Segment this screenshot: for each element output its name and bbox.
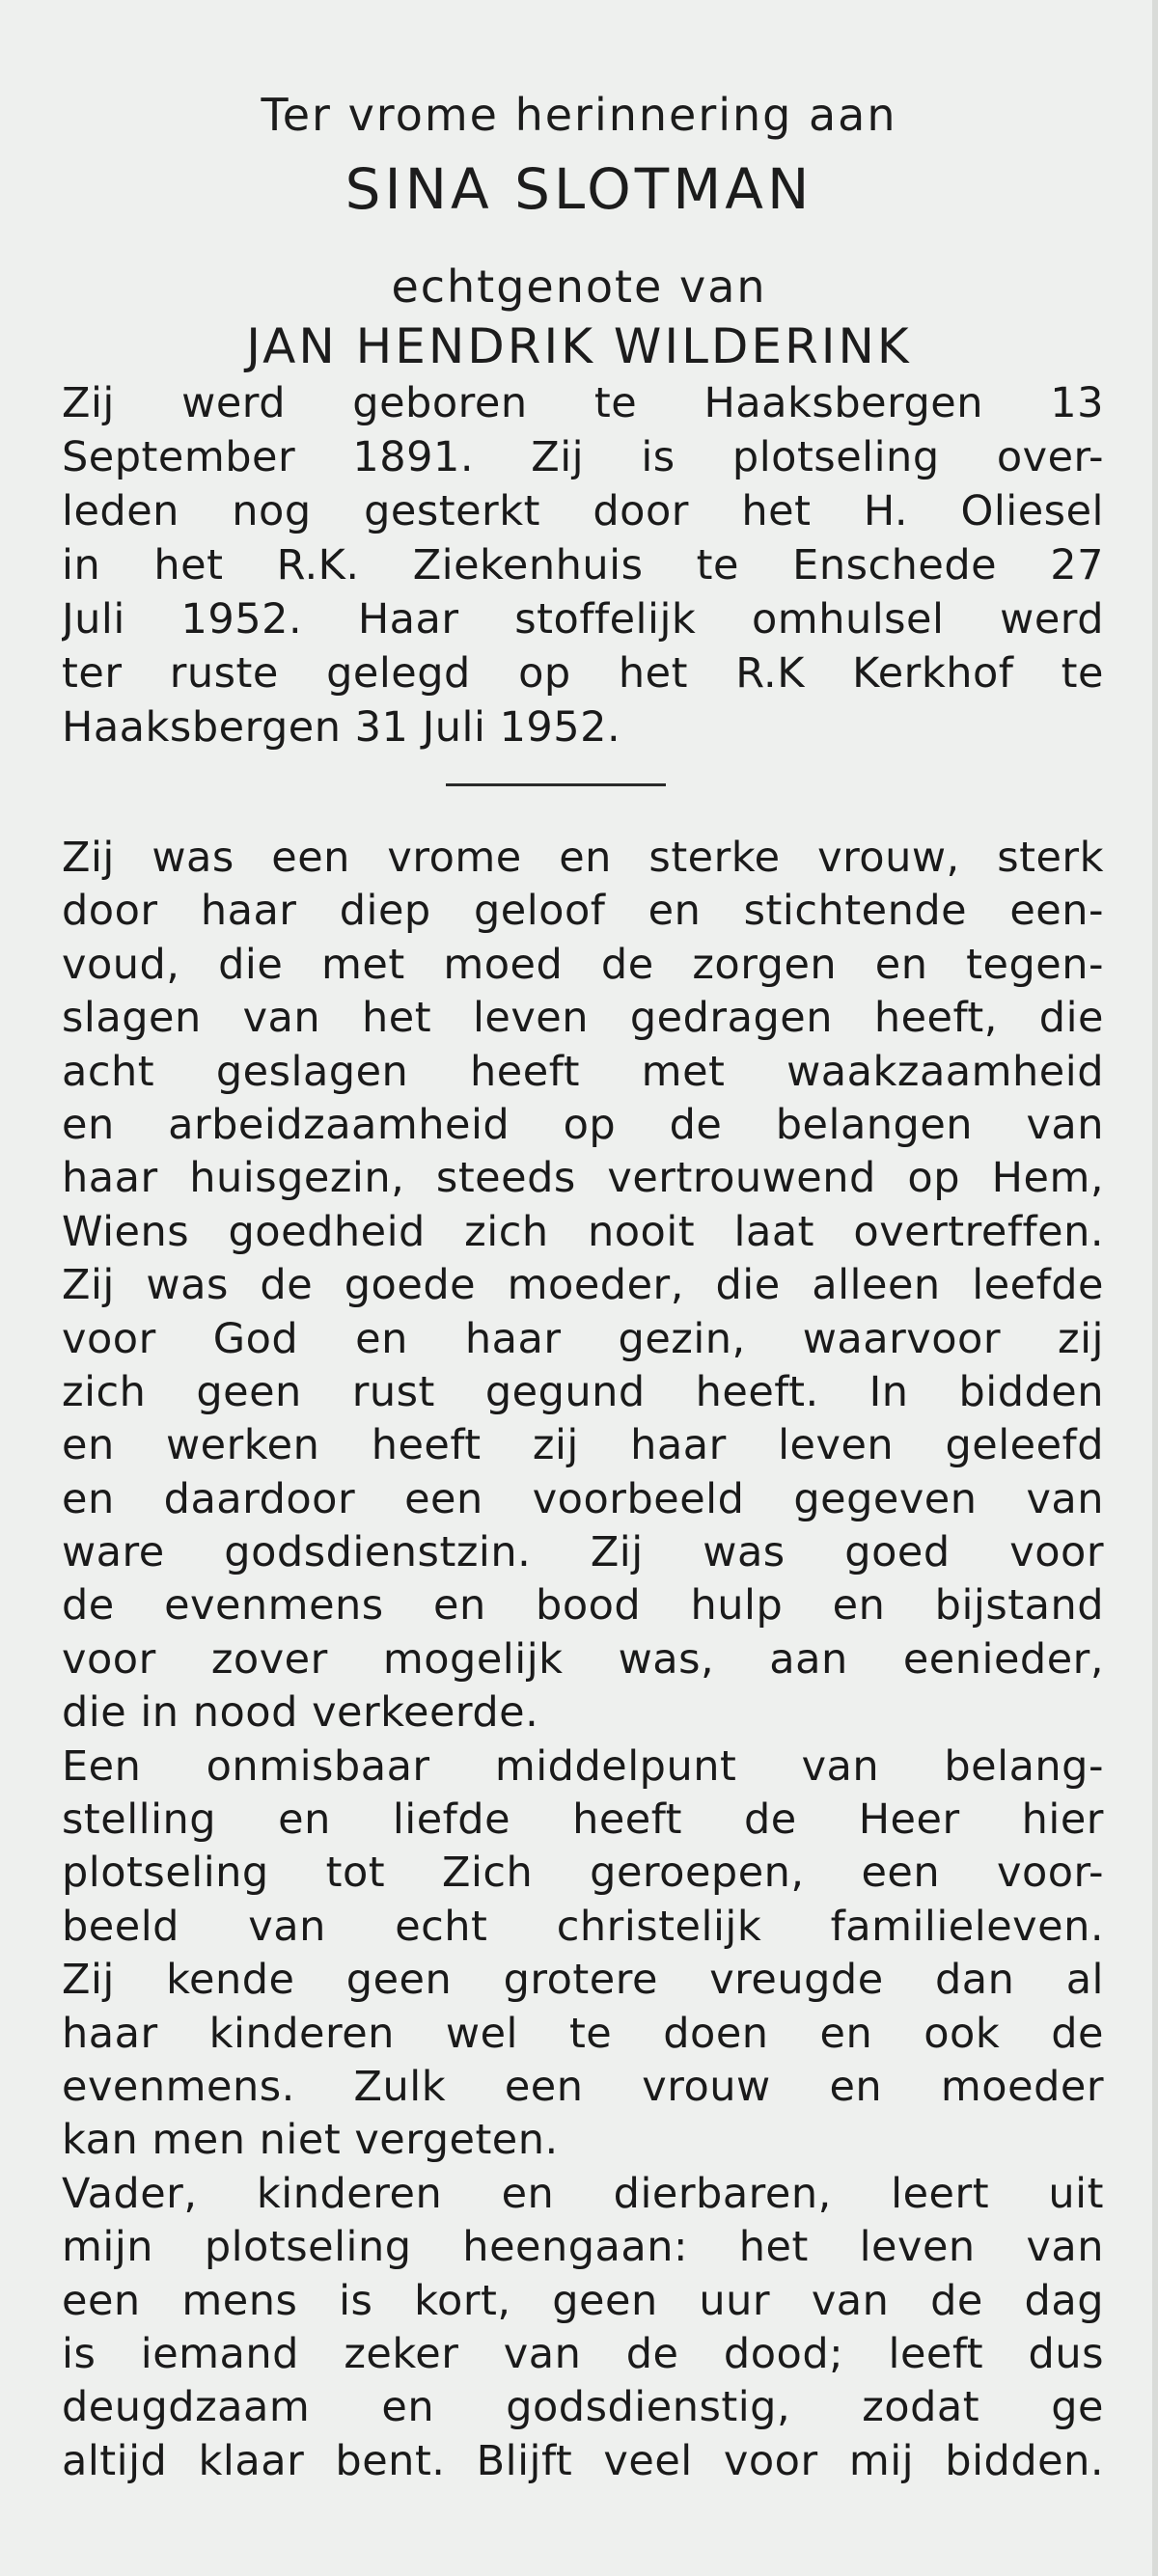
text-line: voor zover mogelijk was, aan eenieder, xyxy=(62,1634,1104,1684)
text-line: en daardoor een voorbeeld gegeven van xyxy=(62,1474,1104,1523)
text-line: voud, die met moed de zorgen en tegen- xyxy=(62,940,1104,989)
text-line: haar huisgezin, steeds vertrouwend op Hem, xyxy=(62,1154,1104,1203)
text-line: haar kinderen wel te doen en ook de xyxy=(62,2009,1104,2058)
intro-line: Ter vrome herinnering aan xyxy=(261,89,897,141)
spouse-intro-line: echtgenote van xyxy=(391,260,767,313)
text-line: ware godsdienstzin. Zij was goed voor xyxy=(62,1528,1104,1577)
text-line: de evenmens en bood hulp en bijstand xyxy=(62,1581,1104,1631)
text-line: September 1891. Zij is plotseling over- xyxy=(62,433,1104,481)
text-line: en werken heeft zij haar leven geleefd xyxy=(62,1421,1104,1470)
text-line: kan men niet vergeten. xyxy=(62,2116,559,2165)
text-line: Wiens goedheid zich nooit laat overtreffen. xyxy=(62,1207,1104,1256)
text-line: slagen van het leven gedragen heeft, die xyxy=(62,994,1104,1043)
text-line: Zij werd geboren te Haaksbergen 13 xyxy=(62,379,1104,427)
text-line: ter ruste gelegd op het R.K Kerkhof te xyxy=(62,649,1104,698)
text-line: evenmens. Zulk een vrouw en moeder xyxy=(62,2062,1104,2111)
text-line: die in nood verkeerde. xyxy=(62,1688,539,1738)
text-line: Zij was een vrome en sterke vrouw, sterk xyxy=(62,834,1104,882)
text-line: Zij kende geen grotere vreugde dan al xyxy=(62,1956,1104,2005)
text-line: altijd klaar bent. Blijft veel voor mij bidden. xyxy=(62,2436,1104,2485)
text-line: leden nog gesterkt door het H. Oliesel xyxy=(62,487,1104,535)
text-line: zich geen rust gegund heeft. In bidden xyxy=(62,1367,1104,1416)
text-line: een mens is kort, geen uur van de dag xyxy=(62,2276,1104,2325)
text-line: Zij was de goede moeder, die alleen leefde xyxy=(62,1261,1104,1310)
spouse-name: JAN HENDRIK WILDERINK xyxy=(246,318,912,374)
text-line: acht geslagen heeft met waakzaamheid xyxy=(62,1047,1104,1096)
text-line: in het R.K. Ziekenhuis te Enschede 27 xyxy=(62,541,1104,589)
text-line: Een onmisbaar middelpunt van belang- xyxy=(62,1741,1104,1791)
text-line: Juli 1952. Haar stoffelijk omhulsel werd xyxy=(62,595,1104,644)
divider-rule xyxy=(446,783,666,786)
text-line: stelling en liefde heeft de Heer hier xyxy=(62,1795,1104,1845)
deceased-name: SINA SLOTMAN xyxy=(345,156,813,222)
card-edge xyxy=(1152,0,1158,2576)
text-line: deugdzaam en godsdienstig, zodat ge xyxy=(62,2383,1104,2432)
biography-paragraph xyxy=(62,376,1104,754)
text-line: voor God en haar gezin, waarvoor zij xyxy=(62,1314,1104,1363)
text-line: Haaksbergen 31 Juli 1952. xyxy=(62,703,621,752)
text-line: door haar diep geloof en stichtende een- xyxy=(62,887,1104,936)
text-line: beeld van echt christelijk familieleven. xyxy=(62,1902,1104,1951)
text-line: plotseling tot Zich geroepen, een voor- xyxy=(62,1849,1104,1898)
tribute-paragraph xyxy=(62,832,1104,2488)
card-header xyxy=(0,85,1158,376)
text-line: en arbeidzaamheid op de belangen van xyxy=(62,1100,1104,1149)
text-line: Vader, kinderen en dierbaren, leert uit xyxy=(62,2169,1104,2218)
text-line: mijn plotseling heengaan: het leven van xyxy=(62,2223,1104,2272)
text-line: is iemand zeker van de dood; leeft dus xyxy=(62,2329,1104,2378)
